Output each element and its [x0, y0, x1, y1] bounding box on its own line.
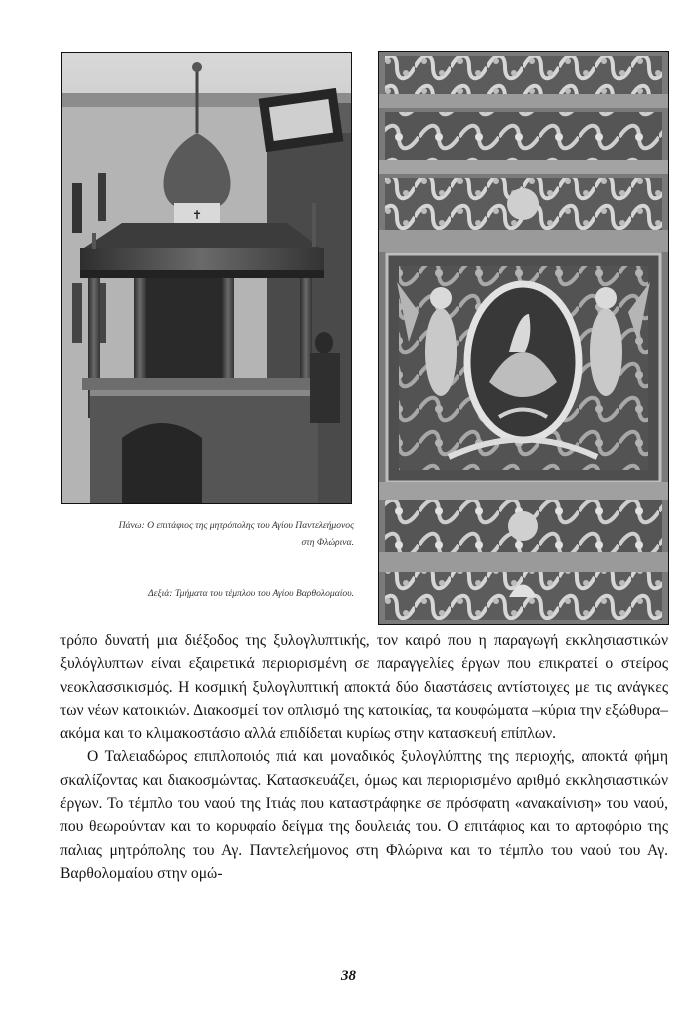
epitaph-photo — [61, 52, 352, 504]
epitaph-illustration — [62, 53, 351, 503]
page-number: 38 — [341, 968, 356, 984]
caption-top-line1: Πάνω: Ο επιτάφιος της μητρόπολης του Αγίου Παντελεήμονος — [118, 520, 354, 531]
paragraph-1: τρόπο δυνατή μια διέξοδος της ξυλογλυπτικής, τον καιρό που η παραγωγή εκκλησιαστικών ξυλόγλυπτων είναι εξαιρετικά περιορισμένη σε παραγγελίες έργων που επικρατεί ο στείρος νεοκλασσικισμός. Η κοσμική ξυλογλυπτική αποκτά δύο διαστάσεις αντίστοιχες με τις ανάγκες των νέων κατοικιών. Διακοσμεί τον οπλισμό της κατοικίας, τα κουφώματα –κύρια την εξώθυρα– ακόμα και το κλιμακοστάσιο αλλά επιδίδεται κυρίως στην κατασκευή επίπλων. — [60, 632, 668, 743]
templon-carving-illustration — [379, 52, 668, 624]
caption-top-line2: στη Φλώρινα. — [301, 537, 354, 548]
paragraph-2: Ο Ταλειαδώρος επιπλοποιός πιά και μοναδικός ξυλογλύπτης της περιοχής, αποκτά φήμη σκαλίζοντας και διακοσμώντας. Κατασκευάζει, όμως και περιορισμένο αριθμό εκκλησιαστικών έργων. Το τέμπλο του ναού της Ιτιάς που καταστράφηκε σε πρόσφατη «ανακαίνιση» του ναού, που θεωρούνταν και το κορυφαίο δείγμα της δουλειάς του. Ο επιτάφιος και το αρτοφόριο της παλιας μητρόπολης του Αγ. Παντελεήμονος στη Φλώρινα και το τέμπλο του ναού του Αγ. Βαρθολομαίου στην ομώ- — [60, 748, 668, 882]
caption-right: Δεξιά: Τμήματα του τέμπλου του Αγίου Βαρθολομαίου. — [148, 588, 354, 599]
caption-top — [80, 517, 354, 551]
svg-text:✝: ✝ — [191, 208, 203, 222]
body-text — [60, 629, 668, 885]
templon-photo — [378, 51, 669, 625]
